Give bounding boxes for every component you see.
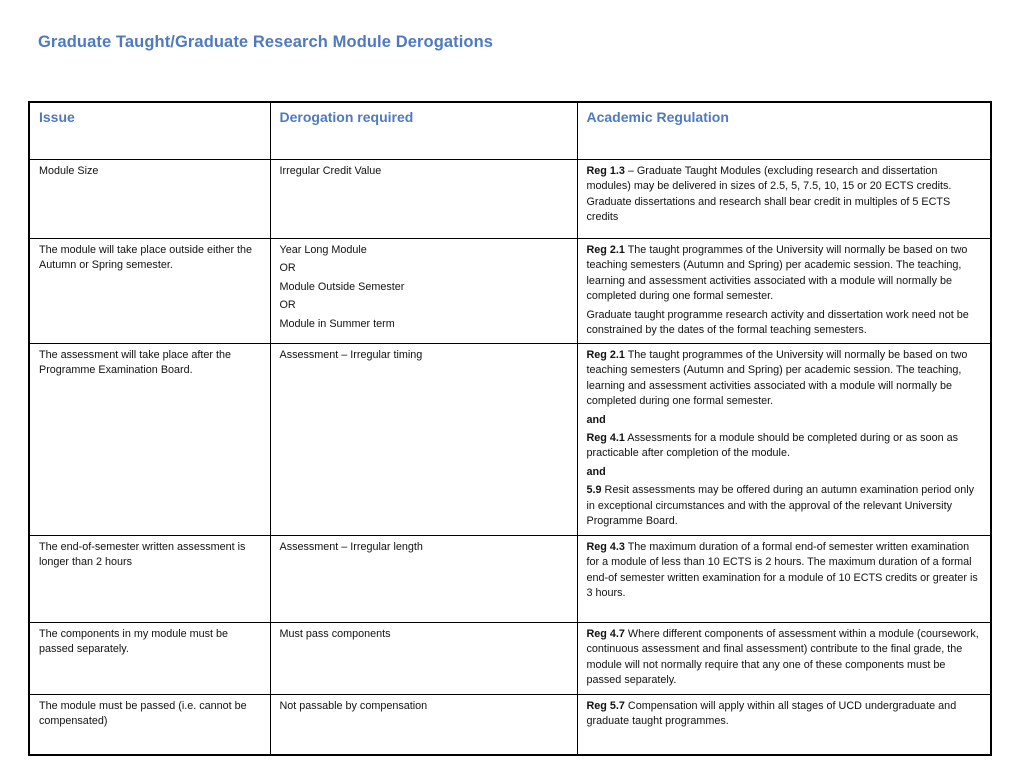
regulation-paragraph xyxy=(587,540,981,602)
regulation-cell xyxy=(577,239,991,344)
derogation-cell xyxy=(270,344,577,536)
regulation-paragraph xyxy=(587,465,981,480)
derogation-line: Must pass components xyxy=(279,628,391,640)
regulation-text: Compensation will apply within all stages of UCD undergraduate and graduate taught programmes. xyxy=(586,700,957,728)
derogation-cell xyxy=(270,160,577,239)
derogation-line: Module Outside Semester xyxy=(279,280,405,293)
regulation-conjunction: and xyxy=(586,413,606,426)
derogation-line: Irregular Credit Value xyxy=(279,165,382,177)
regulation-text: Resit assessments may be offered during an autumn examination period only in exceptional circumstances and with the approval of the relevant University Programme Board. xyxy=(586,484,975,528)
table-row xyxy=(29,239,991,344)
regulation-paragraph xyxy=(587,413,981,428)
issue-cell: The assessment will take place after the Programme Examination Board. xyxy=(29,344,270,536)
regulation-paragraph xyxy=(587,243,981,305)
issue-cell: Module Size xyxy=(29,160,270,239)
regulation-ref: Reg 4.1 xyxy=(586,432,625,445)
regulation-text: Graduate taught programme research activity and dissertation work need not be constrained by the dates of the formal teaching semesters. xyxy=(586,308,969,337)
issue-cell: The components in my module must be passed separately. xyxy=(29,623,270,695)
regulation-paragraph xyxy=(587,431,981,462)
derogation-line: Not passable by compensation xyxy=(279,700,428,712)
regulation-ref: Reg 4.7 xyxy=(586,628,625,640)
regulation-conjunction: and xyxy=(586,465,606,478)
regulation-text: Assessments for a module should be completed during or as soon as practicable after completion of the module. xyxy=(586,432,958,460)
issue-cell: The end-of-semester written assessment is longer than 2 hours xyxy=(29,536,270,623)
derogations-table xyxy=(28,101,992,756)
header-derogation: Derogation required xyxy=(270,102,577,160)
regulation-text: The taught programmes of the University will normally be based on two teaching semesters (Autumn and Spring) per academic session. The teaching, learning and assessment activities associated with a module will normally be completed during one formal semester. xyxy=(586,349,968,408)
regulation-cell xyxy=(577,536,991,623)
regulation-text: The taught programmes of the University will normally be based on two teaching semesters (Autumn and Spring) per academic session. The teaching, learning and assessment activities associated with a module will normally be completed during one formal semester. xyxy=(586,244,968,303)
regulation-ref: Reg 4.3 xyxy=(586,541,625,553)
regulation-text: Where different components of assessment within a module (coursework, continuous assessment and final assessment) contribute to the final grade, the module will not normally require that any one of these components must be passed separately. xyxy=(586,628,979,687)
table-header-row xyxy=(29,102,991,160)
derogation-line: OR xyxy=(279,299,296,312)
derogation-cell xyxy=(270,536,577,623)
derogation-cell xyxy=(270,623,577,695)
regulation-text: The maximum duration of a formal end-of semester written examination for a module of less than 10 ECTS is 2 hours. The maximum duration of a formal end-of semester written examination for a module of 10 ECTS credits or greater is 3 hours. xyxy=(586,541,978,600)
regulation-paragraph xyxy=(587,699,981,730)
derogation-line: Assessment – Irregular timing xyxy=(279,349,423,361)
regulation-ref: Reg 2.1 xyxy=(586,349,625,361)
table-row xyxy=(29,344,991,536)
derogation-cell xyxy=(270,239,577,344)
regulation-ref: Reg 5.7 xyxy=(586,700,625,712)
table-row xyxy=(29,623,991,695)
issue-cell: The module will take place outside either the Autumn or Spring semester. xyxy=(29,239,270,344)
regulation-paragraph xyxy=(587,348,981,410)
table-row xyxy=(29,160,991,239)
regulation-cell xyxy=(577,623,991,695)
issue-cell: The module must be passed (i.e. cannot be compensated) xyxy=(29,695,270,756)
regulation-ref: Reg 1.3 xyxy=(586,165,625,177)
derogation-line: Module in Summer term xyxy=(279,317,395,330)
header-regulation: Academic Regulation xyxy=(577,102,991,160)
derogation-line: OR xyxy=(279,262,296,275)
derogation-line: Assessment – Irregular length xyxy=(279,541,423,553)
regulation-paragraph xyxy=(587,164,981,226)
page-title: Graduate Taught/Graduate Research Module Derogations xyxy=(38,33,494,51)
regulation-cell xyxy=(577,160,991,239)
header-issue: Issue xyxy=(29,102,270,160)
regulation-paragraph xyxy=(587,308,981,339)
table-row xyxy=(29,695,991,756)
regulation-paragraph xyxy=(587,483,981,529)
regulation-cell xyxy=(577,695,991,756)
regulation-ref: 5.9 xyxy=(586,484,602,497)
regulation-paragraph xyxy=(587,627,981,689)
derogation-cell xyxy=(270,695,577,756)
table-row xyxy=(29,536,991,623)
regulation-ref: Reg 2.1 xyxy=(586,244,625,256)
derogation-line: Year Long Module xyxy=(279,244,367,256)
regulation-text: – Graduate Taught Modules (excluding research and dissertation modules) may be delivered in sizes of 2.5, 5, 7.5, 10, 15 or 20 ECTS credits. Graduate dissertations and research shall bear credit in multiples of 5 ECTS credits xyxy=(586,165,952,224)
regulation-cell xyxy=(577,344,991,536)
